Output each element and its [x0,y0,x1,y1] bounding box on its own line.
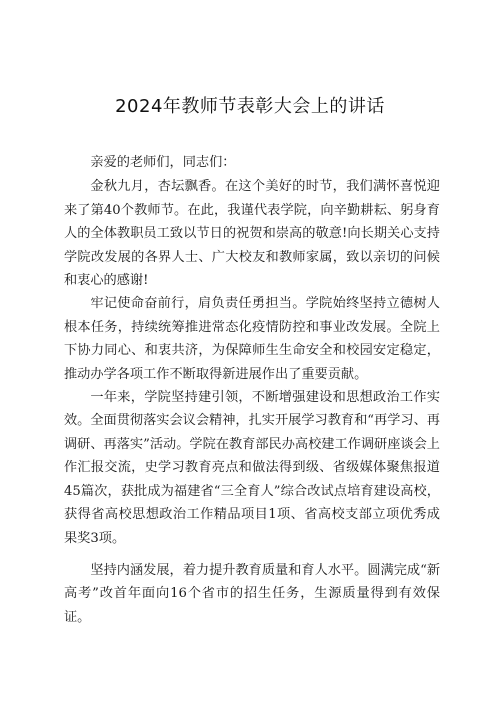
document-body [64,151,440,629]
page-title: 2024年教师节表彰大会上的讲话 [115,96,385,117]
paragraph-2: 牢记使命奋前行，肩负责任勇担当。学院始终坚持立德树人根本任务，持续统筹推进常态化疫情防控和事业改发展。全院上下协力同心、和衷共济，为保障师生生命安全和校园安定稳定，推动办学各项工作不断取得新进展作出了重要贡献。 [64,296,440,382]
paragraph-1: 金秋九月，杏坛飘香。在这个美好的时节，我们满怀喜悦迎来了第40个教师节。在此，我谨代表学院，向辛勤耕耘、躬身育人的全体教职员工致以节日的祝贺和崇高的敬意!向长期关心支持学院改发展的各界人士、广大校友和教师家属，致以亲切的问候和衷心的感谢! [64,179,440,289]
paragraph-3: 一年来，学院坚持建引领，不断增强建设和思想政治工作实效。全面贯彻落实会议会精神，扎实开展学习教育和“再学习、再调研、再落实”活动。学院在教育部民办高校建工作调研座谈会上作汇报交流，史学习教育亮点和做法得到级、省级媒体聚焦报道45篇次，获批成为福建省“三全育人”综合改试点培育建设高校，获得省高校思想政治工作精品项目1项、省高校支部立项优秀成果奖3项。 [64,390,440,546]
salutation: 亲爱的老师们，同志们： [90,155,236,170]
paragraph-4: 坚持内涵发展，着力提升教育质量和育人水平。圆满完成“新高考”改首年面向16个省市的招生任务，生源质量得到有效保证。 [64,562,441,625]
